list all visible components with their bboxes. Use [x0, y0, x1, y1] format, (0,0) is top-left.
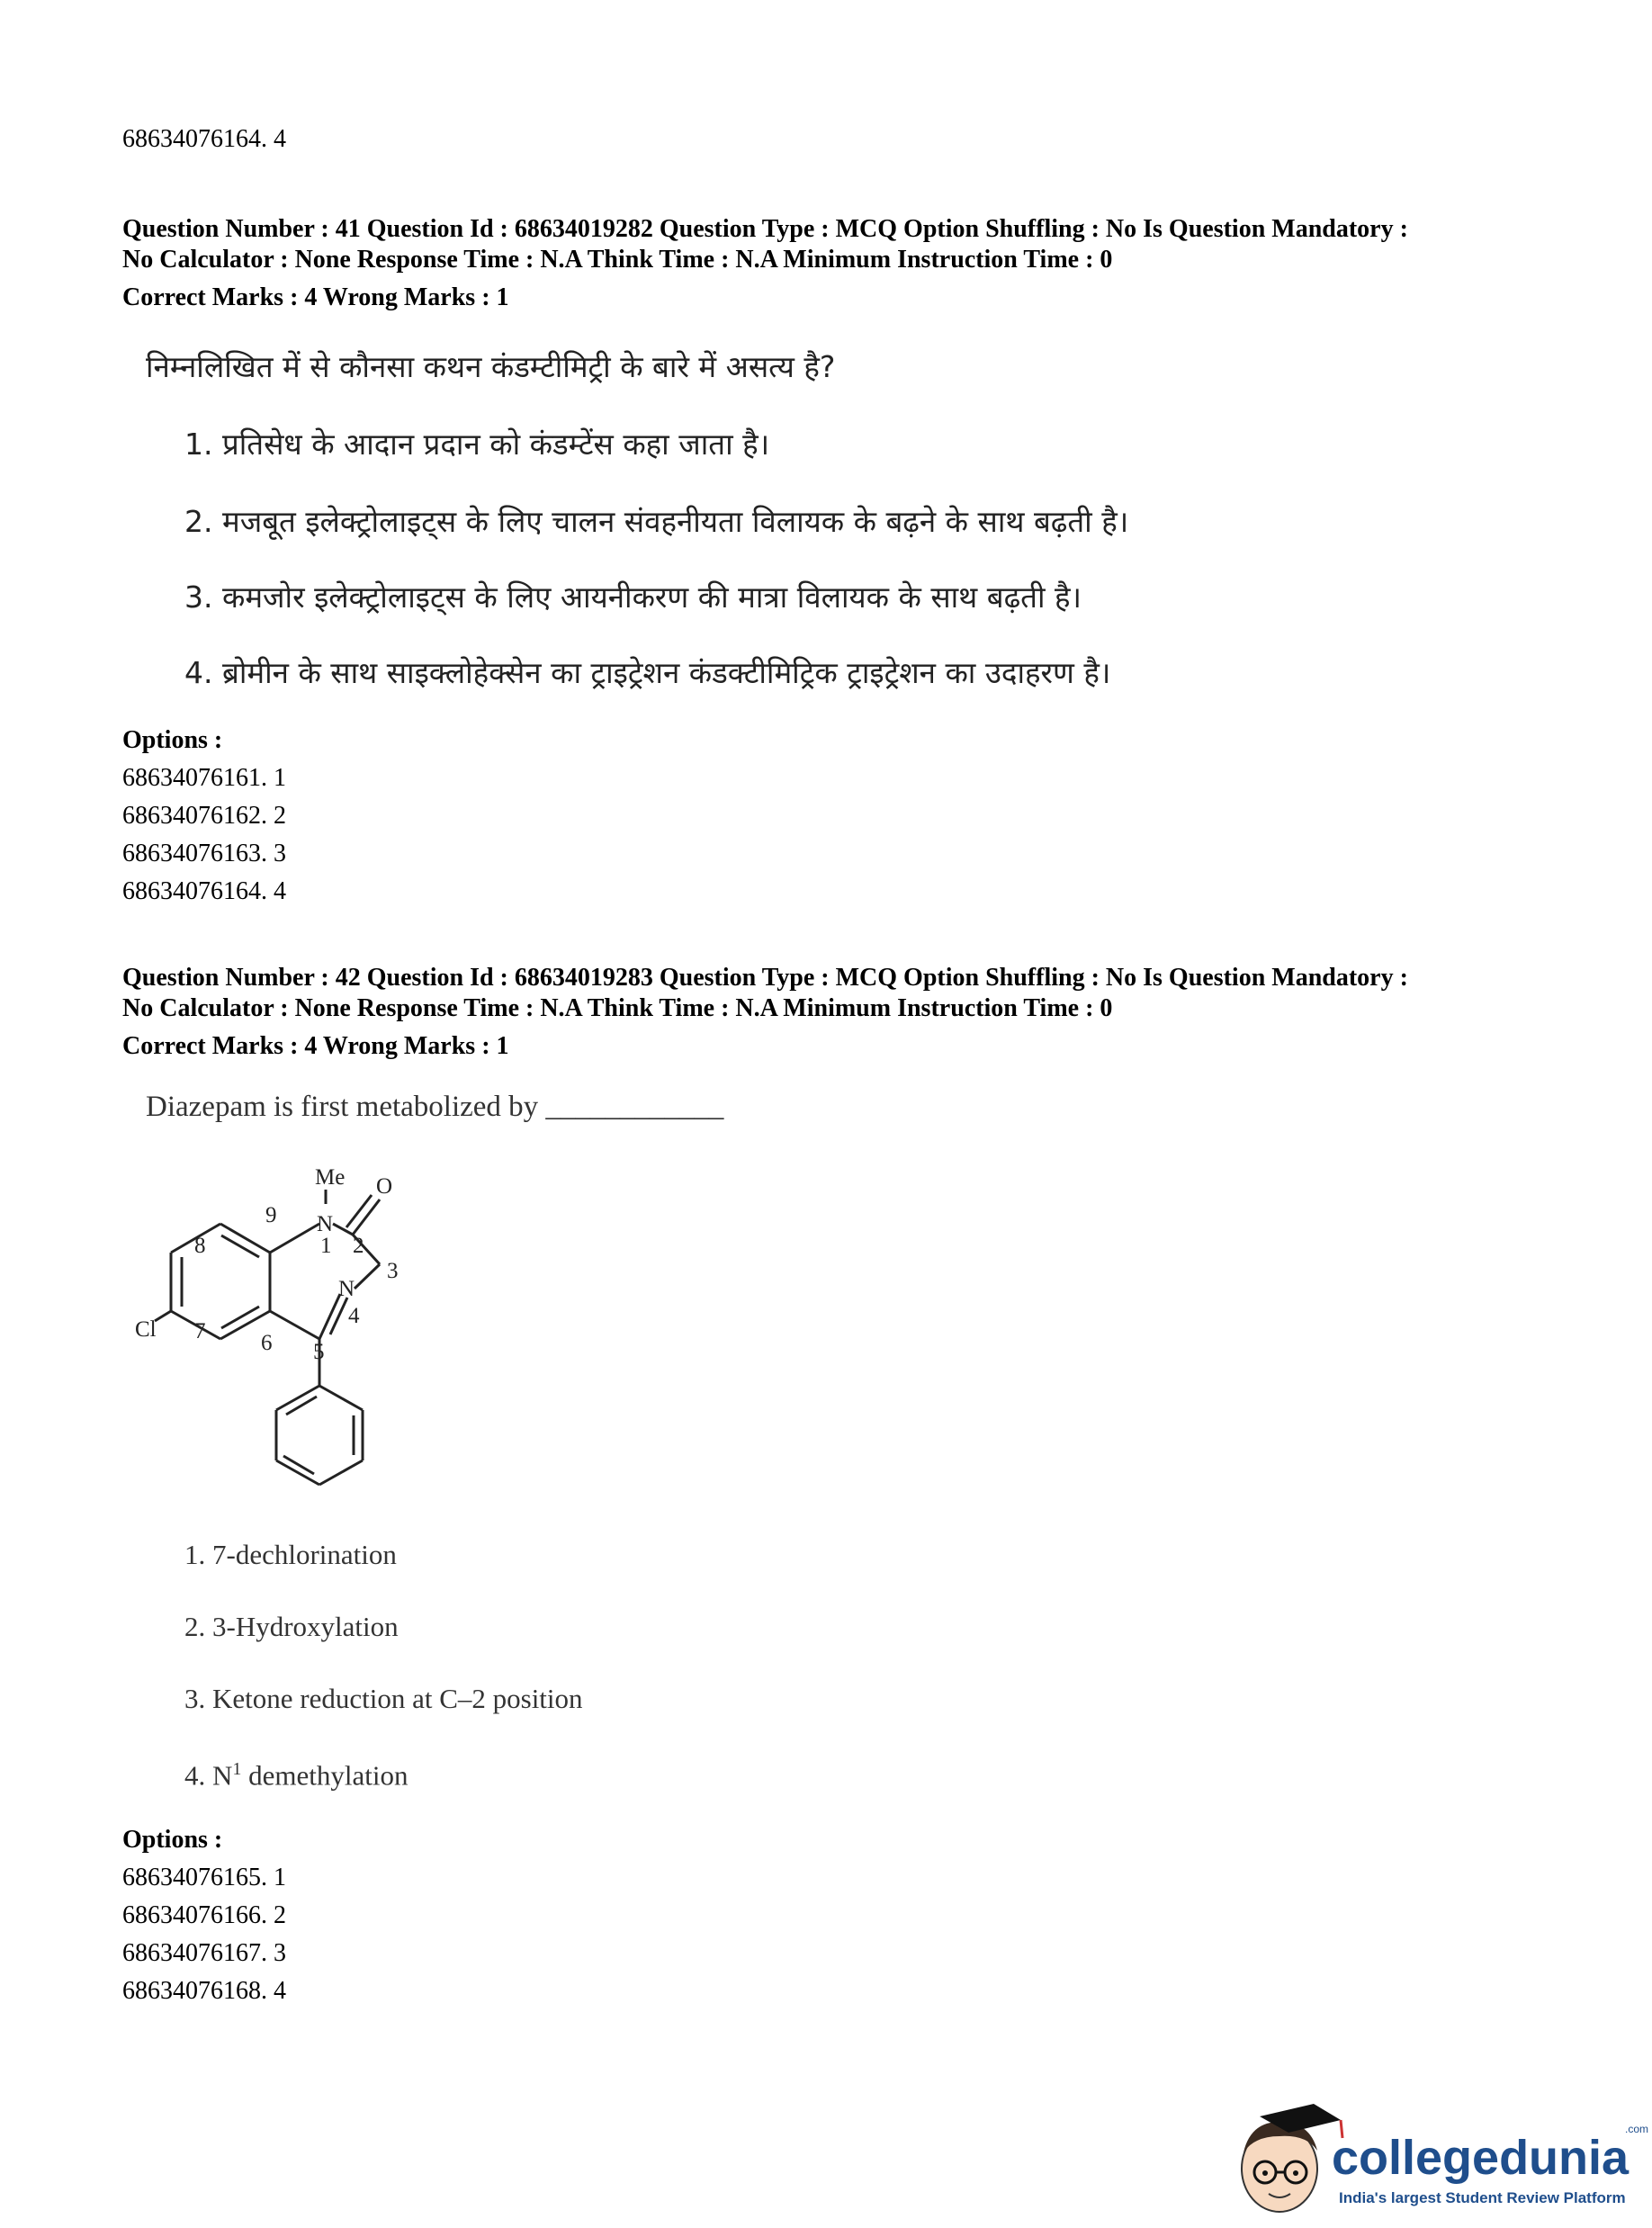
- q41-header-line1: Question Number : 41 Question Id : 68634019282 Question Type : MCQ Option Shuffling : No Is Question Mandatory :: [122, 215, 1408, 243]
- q42-statement-4-suffix: demethylation: [241, 1759, 409, 1792]
- q42-options-label: Options :: [122, 1826, 223, 1854]
- label-pos-3: 3: [387, 1259, 399, 1283]
- label-oxygen: O: [376, 1174, 393, 1199]
- q41-statement-3: 3. कमजोर इलेक्ट्रोलाइट्स के लिए आयनीकरण की मात्रा विलायक के साथ बढ़ती है।: [184, 579, 1082, 615]
- q41-marks: Correct Marks : 4 Wrong Marks : 1: [122, 283, 509, 311]
- label-pos-5: 5: [313, 1340, 325, 1364]
- q41-question-text: निम्नलिखित में से कौनसा कथन कंडम्टीमिट्री के बारे में असत्य है?: [146, 349, 836, 384]
- q42-header-line1: Question Number : 42 Question Id : 68634019283 Question Type : MCQ Option Shuffling : No Is Question Mandatory :: [122, 964, 1408, 992]
- q42-statement-4: [184, 1759, 408, 1792]
- q42-statement-3: 3. Ketone reduction at C–2 position: [184, 1683, 583, 1714]
- label-pos-9: 9: [265, 1203, 277, 1227]
- label-pos-4: 4: [348, 1304, 360, 1328]
- diazepam-structure-diagram: [135, 1152, 504, 1512]
- label-me: Me: [315, 1165, 346, 1190]
- q42-statement-2: 2. 3-Hydroxylation: [184, 1611, 399, 1642]
- q41-option-4: 68634076164. 4: [122, 877, 286, 905]
- q42-statement-4-superscript: 1: [232, 1759, 242, 1779]
- collegedunia-mascot-icon: [1224, 2097, 1647, 2223]
- label-pos-2: 2: [353, 1234, 364, 1258]
- q42-header-line2: No Calculator : None Response Time : N.A Think Time : N.A Minimum Instruction Time : 0: [122, 994, 1113, 1022]
- label-pos-7: 7: [194, 1319, 206, 1343]
- previous-option: 68634076164. 4: [122, 125, 286, 153]
- label-n1: N: [317, 1212, 334, 1236]
- q41-statement-1: 1. प्रतिसेध के आदान प्रदान को कंडम्टेंस कहा जाता है।: [184, 427, 770, 462]
- q42-option-3: 68634076167. 3: [122, 1939, 286, 1967]
- q41-option-1: 68634076161. 1: [122, 764, 286, 792]
- q42-statement-4-prefix: 4. N: [184, 1759, 233, 1792]
- q41-option-2: 68634076162. 2: [122, 802, 286, 830]
- q42-option-2: 68634076166. 2: [122, 1901, 286, 1929]
- q42-marks: Correct Marks : 4 Wrong Marks : 1: [122, 1032, 509, 1060]
- q41-statement-2: 2. मजबूत इलेक्ट्रोलाइट्स के लिए चालन संवहनीयता विलायक के बढ़ने के साथ बढ़ती है।: [184, 504, 1129, 539]
- label-chlorine: Cl: [135, 1317, 157, 1342]
- logo-brand-text: collegedunia: [1332, 2131, 1630, 2185]
- q42-statement-1: 1. 7-dechlorination: [184, 1539, 397, 1570]
- label-pos-6: 6: [261, 1331, 273, 1355]
- label-pos-1: 1: [320, 1234, 332, 1258]
- label-n4: N: [338, 1277, 355, 1301]
- collegedunia-logo: [1224, 2097, 1647, 2223]
- q41-header-line2: No Calculator : None Response Time : N.A Think Time : N.A Minimum Instruction Time : 0: [122, 246, 1113, 274]
- label-pos-8: 8: [194, 1234, 206, 1258]
- logo-tagline: India's largest Student Review Platform: [1339, 2189, 1626, 2206]
- q42-option-4: 68634076168. 4: [122, 1977, 286, 2005]
- q41-options-label: Options :: [122, 726, 223, 754]
- q41-option-3: 68634076163. 3: [122, 840, 286, 867]
- q42-question-text: Diazepam is first metabolized by ____________: [146, 1091, 724, 1123]
- q42-option-1: 68634076165. 1: [122, 1864, 286, 1891]
- q41-statement-4: 4. ब्रोमीन के साथ साइक्लोहेक्सेन का ट्राइट्रेशन कंडक्टीमिट्रिक ट्राइट्रेशन का उदाहरण है।: [184, 655, 1111, 690]
- logo-dotcom: .com: [1625, 2123, 1649, 2135]
